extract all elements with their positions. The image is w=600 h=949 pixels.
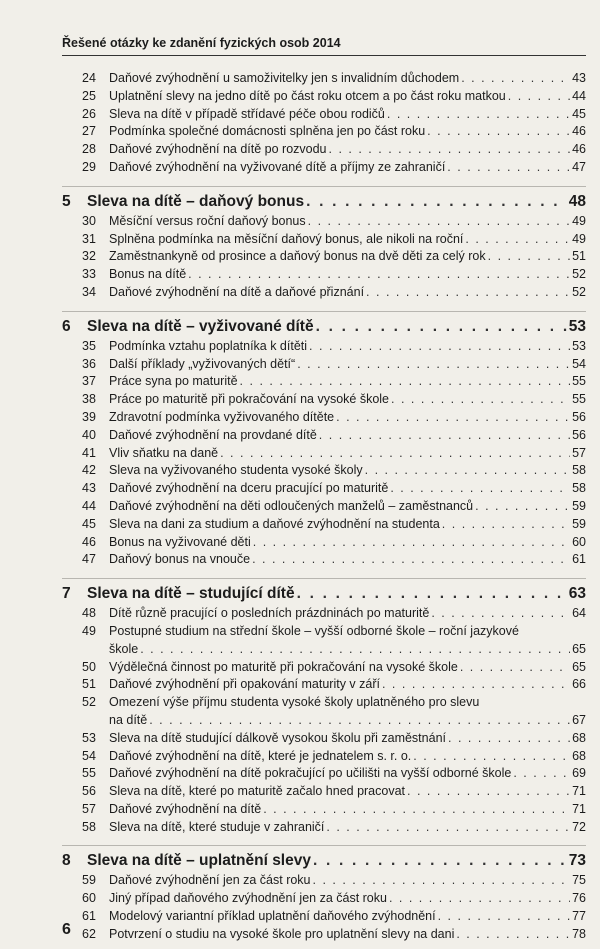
toc-entry (62, 872, 586, 890)
entry-title: Daňové zvýhodnění při opakování maturity v září (109, 677, 380, 692)
entry-title: Daňové zvýhodnění na dceru pracující po maturitě (109, 481, 389, 496)
section-title: Sleva na dítě – studující dítě (87, 585, 295, 603)
toc-entry (62, 659, 586, 677)
toc-entry (62, 819, 586, 837)
toc-section-heading (62, 578, 586, 605)
entry-body (109, 676, 572, 694)
section-title-wrap (87, 316, 569, 338)
entry-title: Daňové zvýhodnění na dítě (109, 801, 262, 816)
entry-number: 30 (82, 213, 96, 228)
entry-body (109, 516, 572, 534)
section-page: 53 (568, 317, 586, 335)
entry-page: 53 (572, 338, 586, 353)
entry-title: Postupné studium na střední škole – vyšší odborné škole – roční jazykové (109, 623, 519, 638)
dot-leader (427, 123, 570, 141)
entry-page: 59 (572, 516, 586, 531)
entry-number: 51 (82, 677, 96, 692)
section-title-wrap (87, 583, 569, 605)
dot-leader (297, 583, 567, 605)
entry-page: 67 (572, 712, 586, 727)
entry-number: 28 (82, 142, 96, 157)
entry-page: 75 (572, 873, 586, 888)
dot-leader (306, 191, 567, 213)
entry-body (109, 141, 572, 159)
dot-leader (220, 445, 570, 463)
entry-body (109, 266, 572, 284)
entry-title: Výdělečná činnost po maturitě při pokračování na vysoké škole (109, 659, 458, 674)
entry-title: Daňové zvýhodnění u samoživitelky jen s invalidním důchodem (109, 71, 460, 85)
dot-leader (149, 712, 570, 730)
toc-entry (62, 88, 586, 106)
dot-leader (460, 659, 570, 677)
entry-number: 57 (82, 801, 96, 816)
toc-entry (62, 676, 586, 694)
toc-entry (62, 106, 586, 124)
entry-page: 55 (572, 374, 586, 389)
entry-number: 31 (82, 231, 96, 246)
entry-number: 42 (82, 463, 96, 478)
entry-title: Bonus na vyživované děti (109, 534, 251, 549)
entry-number: 39 (82, 409, 96, 424)
section-title: Sleva na dítě – daňový bonus (87, 192, 305, 210)
dot-leader (438, 908, 570, 926)
entry-page: 52 (572, 284, 586, 299)
entry-body (109, 783, 572, 801)
entry-title-continuation: škole (109, 641, 139, 656)
entry-number: 55 (82, 766, 96, 781)
entry-page: 57 (572, 445, 586, 460)
entry-body (109, 765, 572, 783)
dot-leader (508, 88, 570, 106)
entry-body (109, 88, 572, 106)
entry-page: 68 (572, 748, 586, 763)
entry-title: Podmínka vztahu poplatníka k dítěti (109, 338, 308, 353)
entry-page: 65 (572, 641, 586, 656)
entry-number: 44 (82, 498, 96, 513)
dot-leader (253, 534, 570, 552)
entry-page: 66 (572, 677, 586, 692)
entry-number: 50 (82, 659, 96, 674)
entry-title: Zdravotní podmínka vyživovaného dítěte (109, 409, 335, 424)
entry-page: 52 (572, 267, 586, 282)
entry-page: 58 (572, 463, 586, 478)
toc-entry (62, 623, 586, 659)
dot-leader (389, 890, 570, 908)
entry-title: Sleva na dítě studující dálkově vysokou školu při zaměstnání (109, 730, 446, 745)
entry-number: 45 (82, 516, 96, 531)
entry-page: 43 (572, 71, 586, 85)
dot-leader (329, 141, 570, 159)
entry-title: Sleva na dítě, které po maturitě začalo hned pracovat (109, 784, 406, 799)
dot-leader (308, 213, 570, 231)
entry-number: 35 (82, 338, 96, 353)
toc-section-heading (62, 186, 586, 213)
entry-title: Jiný případ daňového zvýhodnění jen za část roku (109, 891, 387, 906)
section-title-wrap (87, 191, 569, 213)
entry-body (109, 462, 572, 480)
toc-entry (62, 123, 586, 141)
entry-body (109, 801, 572, 819)
entry-body (109, 213, 572, 231)
entry-title: Další příklady „vyživovaných dětí“ (109, 356, 296, 371)
dot-leader (263, 801, 570, 819)
toc-entry (62, 338, 586, 356)
entry-number: 32 (82, 249, 96, 264)
entry-number: 52 (82, 695, 96, 710)
section-page: 63 (568, 585, 586, 603)
entry-page: 69 (572, 766, 586, 781)
entry-number: 37 (82, 374, 96, 389)
toc-entry (62, 409, 586, 427)
entry-number: 25 (82, 88, 96, 103)
entry-body (109, 623, 586, 659)
entry-body (109, 694, 586, 730)
toc-entry (62, 534, 586, 552)
toc-entry (62, 266, 586, 284)
running-header: Řešené otázky ke zdanění fyzických osob 2014 (62, 36, 341, 50)
entry-title: Dítě různě pracující o posledních prázdninách po maturitě (109, 606, 430, 621)
entry-page: 54 (572, 356, 586, 371)
entry-page: 55 (572, 392, 586, 407)
dot-leader (336, 409, 570, 427)
entry-number: 49 (82, 623, 96, 638)
entry-body (109, 106, 572, 124)
entry-number: 61 (82, 909, 96, 924)
entry-number: 47 (82, 552, 96, 567)
section-title-wrap (87, 850, 569, 872)
toc-entry (62, 445, 586, 463)
entry-page: 47 (572, 159, 586, 174)
toc-entry (62, 765, 586, 783)
dot-leader (488, 248, 570, 266)
entry-body (109, 445, 572, 463)
toc-entry (62, 801, 586, 819)
entry-body (109, 427, 572, 445)
toc-entry (62, 783, 586, 801)
entry-body (109, 409, 572, 427)
toc-entry (62, 908, 586, 926)
entry-page: 49 (572, 213, 586, 228)
entry-body (109, 123, 572, 141)
table-of-contents (62, 70, 586, 944)
entry-page: 71 (572, 801, 586, 816)
entry-number: 36 (82, 356, 96, 371)
entry-page: 65 (572, 659, 586, 674)
dot-leader (240, 373, 570, 391)
toc-entry (62, 284, 586, 302)
section-page: 73 (568, 852, 586, 870)
entry-page: 71 (572, 784, 586, 799)
toc-entry (62, 70, 586, 88)
entry-body (109, 890, 572, 908)
dot-leader (382, 676, 570, 694)
toc-entry (62, 694, 586, 730)
dot-leader (513, 765, 570, 783)
entry-page: 56 (572, 427, 586, 442)
toc-entry (62, 605, 586, 623)
entry-body (109, 373, 572, 391)
entry-page: 51 (572, 249, 586, 264)
dot-leader (442, 516, 570, 534)
entry-page: 64 (572, 606, 586, 621)
entry-page: 59 (572, 498, 586, 513)
toc-entry (62, 480, 586, 498)
entry-title: Zaměstnankyně od prosince a daňový bonus na dvě děti za celý rok (109, 249, 486, 264)
entry-title: Daňové zvýhodnění na vyživované dítě a příjmy ze zahraničí (109, 159, 446, 174)
section-title: Sleva na dítě – vyživované dítě (87, 317, 314, 335)
page-number: 6 (62, 921, 71, 938)
entry-title: Podmínka společné domácnosti splněna jen po část roku (109, 124, 426, 139)
entry-title: Modelový variantní příklad uplatnění daňového zvýhodnění (109, 909, 436, 924)
dot-leader (297, 356, 570, 374)
entry-title: Daňové zvýhodnění na dítě pokračující po učilišti na vyšší odborné škole (109, 766, 512, 781)
entry-page: 72 (572, 819, 586, 834)
entry-title: Splněna podmínka na měsíční daňový bonus, ale nikoli na roční (109, 231, 464, 246)
entry-title: Daňové zvýhodnění jen za část roku (109, 873, 311, 888)
entry-title: Daňový bonus na vnouče (109, 552, 251, 567)
dot-leader (313, 850, 567, 872)
toc-section-heading (62, 311, 586, 338)
entry-body (109, 480, 572, 498)
dot-leader (140, 641, 570, 659)
entry-page: 60 (572, 534, 586, 549)
entry-number: 43 (82, 481, 96, 496)
entry-number: 29 (82, 159, 96, 174)
entry-title: Daňové zvýhodnění na děti odloučených manželů – zaměstnanců (109, 498, 474, 513)
entry-body (109, 926, 572, 944)
entry-number: 60 (82, 891, 96, 906)
dot-leader (366, 284, 570, 302)
entry-number: 33 (82, 267, 96, 282)
entry-title: Daňové zvýhodnění na dítě a daňové přiznání (109, 284, 365, 299)
dot-leader (413, 748, 570, 766)
entry-page: 56 (572, 409, 586, 424)
dot-leader (309, 338, 570, 356)
entry-page: 76 (572, 891, 586, 906)
dot-leader (448, 730, 570, 748)
dot-leader (390, 480, 570, 498)
entry-title: Sleva na dítě, které studuje v zahraničí (109, 819, 325, 834)
section-number: 7 (62, 585, 71, 603)
dot-leader (313, 872, 570, 890)
toc-entry (62, 141, 586, 159)
section-number: 6 (62, 317, 71, 335)
entry-body (109, 605, 572, 623)
dot-leader (326, 819, 570, 837)
entry-body (109, 70, 572, 88)
entry-number: 24 (82, 71, 96, 85)
entry-number: 26 (82, 106, 96, 121)
entry-body (109, 908, 572, 926)
entry-body (109, 248, 572, 266)
entry-title: Vliv sňatku na daně (109, 445, 219, 460)
dot-leader (475, 498, 570, 516)
entry-page: 46 (572, 124, 586, 139)
entry-title-continuation: na dítě (109, 712, 148, 727)
entry-page: 58 (572, 481, 586, 496)
section-title: Sleva na dítě – uplatnění slevy (87, 852, 311, 870)
entry-number: 53 (82, 730, 96, 745)
entry-body (109, 748, 572, 766)
entry-page: 68 (572, 730, 586, 745)
dot-leader (407, 783, 570, 801)
entry-title: Měsíční versus roční daňový bonus (109, 213, 306, 228)
entry-title: Daňové zvýhodnění na dítě po rozvodu (109, 142, 327, 157)
entry-number: 48 (82, 606, 96, 621)
entry-title: Práce po maturitě při pokračování na vysoké škole (109, 392, 389, 407)
dot-leader (431, 605, 570, 623)
dot-leader (316, 316, 567, 338)
entry-title-continuation-line (109, 641, 586, 659)
toc-entry (62, 748, 586, 766)
dot-leader (465, 231, 570, 249)
entry-page: 78 (572, 926, 586, 941)
toc-entry (62, 248, 586, 266)
entry-body (109, 819, 572, 837)
entry-body (109, 231, 572, 249)
dot-leader (252, 551, 570, 569)
entry-body (109, 659, 572, 677)
entry-number: 38 (82, 392, 96, 407)
entry-title: Daňové zvýhodnění na dítě, které je jednatelem s. r. o. (109, 748, 412, 763)
entry-title: Sleva na dítě v případě střídavé péče obou rodičů (109, 106, 385, 121)
dot-leader (391, 391, 570, 409)
entry-page: 44 (572, 88, 586, 103)
entry-number: 41 (82, 445, 96, 460)
toc-section-heading (62, 845, 586, 872)
dot-leader (447, 159, 570, 177)
entry-body (109, 551, 572, 569)
dot-leader (456, 926, 570, 944)
entry-number: 59 (82, 873, 96, 888)
section-number: 8 (62, 852, 71, 870)
entry-page: 46 (572, 142, 586, 157)
toc-entry (62, 890, 586, 908)
toc-entry (62, 213, 586, 231)
dot-leader (188, 266, 570, 284)
dot-leader (387, 106, 570, 124)
entry-body (109, 730, 572, 748)
toc-entry (62, 231, 586, 249)
toc-entry (62, 926, 586, 944)
toc-entry (62, 730, 586, 748)
entry-body (109, 498, 572, 516)
entry-number: 58 (82, 819, 96, 834)
toc-entry (62, 516, 586, 534)
entry-number: 27 (82, 124, 96, 139)
entry-title: Sleva na vyživovaného studenta vysoké školy (109, 463, 363, 478)
entry-title: Sleva na dani za studium a daňové zvýhodnění na studenta (109, 516, 440, 531)
entry-body (109, 391, 572, 409)
toc-entry (62, 427, 586, 445)
entry-number: 56 (82, 784, 96, 799)
entry-title: Práce syna po maturitě (109, 374, 238, 389)
entry-number: 34 (82, 284, 96, 299)
entry-number: 54 (82, 748, 96, 763)
entry-title: Omezení výše příjmu studenta vysoké školy uplatněného pro slevu (109, 695, 480, 710)
entry-body (109, 284, 572, 302)
header-rule (62, 55, 586, 56)
toc-entry (62, 356, 586, 374)
entry-body (109, 356, 572, 374)
entry-page: 61 (572, 552, 586, 567)
entry-number: 62 (82, 926, 96, 941)
entry-title: Uplatnění slevy na jedno dítě po část roku otcem a po část roku matkou (109, 88, 506, 103)
section-number: 5 (62, 192, 71, 210)
entry-body (109, 872, 572, 890)
dot-leader (319, 427, 570, 445)
toc-entry (62, 159, 586, 177)
dot-leader (365, 462, 570, 480)
toc-entry (62, 391, 586, 409)
toc-entry (62, 462, 586, 480)
entry-body (109, 534, 572, 552)
entry-body (109, 159, 572, 177)
entry-number: 46 (82, 534, 96, 549)
dot-leader (461, 70, 570, 88)
entry-body (109, 338, 572, 356)
entry-title: Potvrzení o studiu na vysoké škole pro uplatnění slevy na dani (109, 926, 455, 941)
section-page: 48 (568, 192, 586, 210)
entry-title: Bonus na dítě (109, 267, 187, 282)
entry-page: 45 (572, 106, 586, 121)
toc-entry (62, 373, 586, 391)
entry-page: 77 (572, 909, 586, 924)
toc-entry (62, 551, 586, 569)
entry-page: 49 (572, 231, 586, 246)
entry-title: Daňové zvýhodnění na provdané dítě (109, 427, 317, 442)
entry-title-continuation-line (109, 712, 586, 730)
entry-number: 40 (82, 427, 96, 442)
toc-entry (62, 498, 586, 516)
